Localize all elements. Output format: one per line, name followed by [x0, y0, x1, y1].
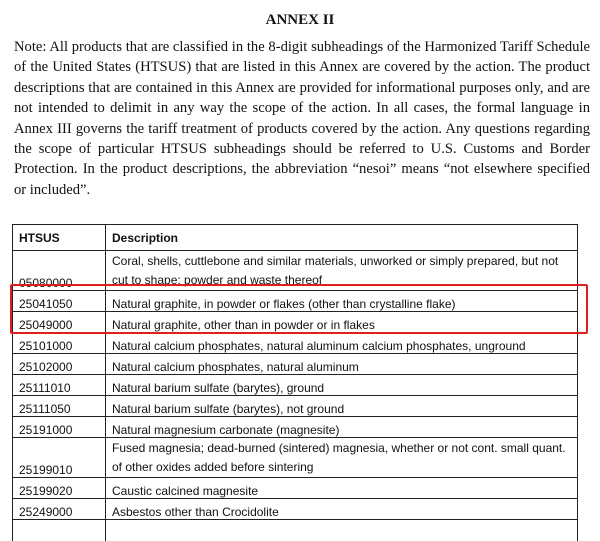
table-row: [13, 333, 578, 354]
table-row: [13, 478, 578, 499]
table-row: [13, 438, 578, 478]
table-row: [13, 499, 578, 520]
table-row-partial: [13, 520, 578, 541]
htsus-code: 25049000: [13, 312, 106, 333]
description: Natural calcium phosphates, natural aluminum calcium phosphates, unground: [106, 333, 578, 354]
htsus-code: 25199010: [13, 438, 106, 478]
header-description: Description: [106, 225, 578, 251]
htsus-code: 25249000: [13, 499, 106, 520]
table-row: [13, 354, 578, 375]
annex-title: ANNEX II: [265, 12, 335, 28]
htsus-code: 25102000: [13, 354, 106, 375]
description: Asbestos other than Crocidolite: [106, 499, 578, 520]
htsus-code: 25199020: [13, 478, 106, 499]
table-header-row: [13, 225, 578, 251]
htsus-code: 25111010: [13, 375, 106, 396]
htsus-code: 25111050: [13, 396, 106, 417]
description: Natural calcium phosphates, natural aluminum: [106, 354, 578, 375]
description: Caustic calcined magnesite: [106, 478, 578, 499]
description: Natural magnesium carbonate (magnesite): [106, 417, 578, 438]
htsus-code: 05080000: [13, 251, 106, 291]
description: Natural barium sulfate (barytes), ground: [106, 375, 578, 396]
header-htsus: HTSUS: [13, 225, 106, 251]
table-row: [13, 417, 578, 438]
table-row: [13, 396, 578, 417]
highlight-box: [10, 284, 588, 334]
description: Natural graphite, in powder or flakes (other than crystalline flake): [106, 291, 578, 312]
htsus-code: 25101000: [13, 333, 106, 354]
htsus-code: 25191000: [13, 417, 106, 438]
description: Fused magnesia; dead-burned (sintered) magnesia, whether or not cont. small quant. of other oxides added before sintering: [106, 438, 578, 478]
annex-note: Note: All products that are classified in the 8-digit subheadings of the Harmonized Tariff Schedule of the United States (HTSUS) that are listed in this Annex are covered by the action. The product descriptions that are contained in this Annex are provided for informational purposes only, and are not intended to delimit in any way the scope of the action. In all cases, the formal language in Annex III governs the tariff treatment of products covered by the action. Any questions regarding the scope of particular HTSUS subheadings should be referred to U.S. Customs and Border Protection. In the product descriptions, the abbreviation “nesoi” means “not elsewhere specified or included”.: [14, 39, 590, 198]
htsus-code: 25041050: [13, 291, 106, 312]
table-row: [13, 375, 578, 396]
description: Coral, shells, cuttlebone and similar materials, unworked or simply prepared, but not cut to shape; powder and waste thereof: [106, 251, 578, 291]
htsus-table: [12, 224, 578, 541]
description: Natural graphite, other than in powder or in flakes: [106, 312, 578, 333]
description: Natural barium sulfate (barytes), not ground: [106, 396, 578, 417]
